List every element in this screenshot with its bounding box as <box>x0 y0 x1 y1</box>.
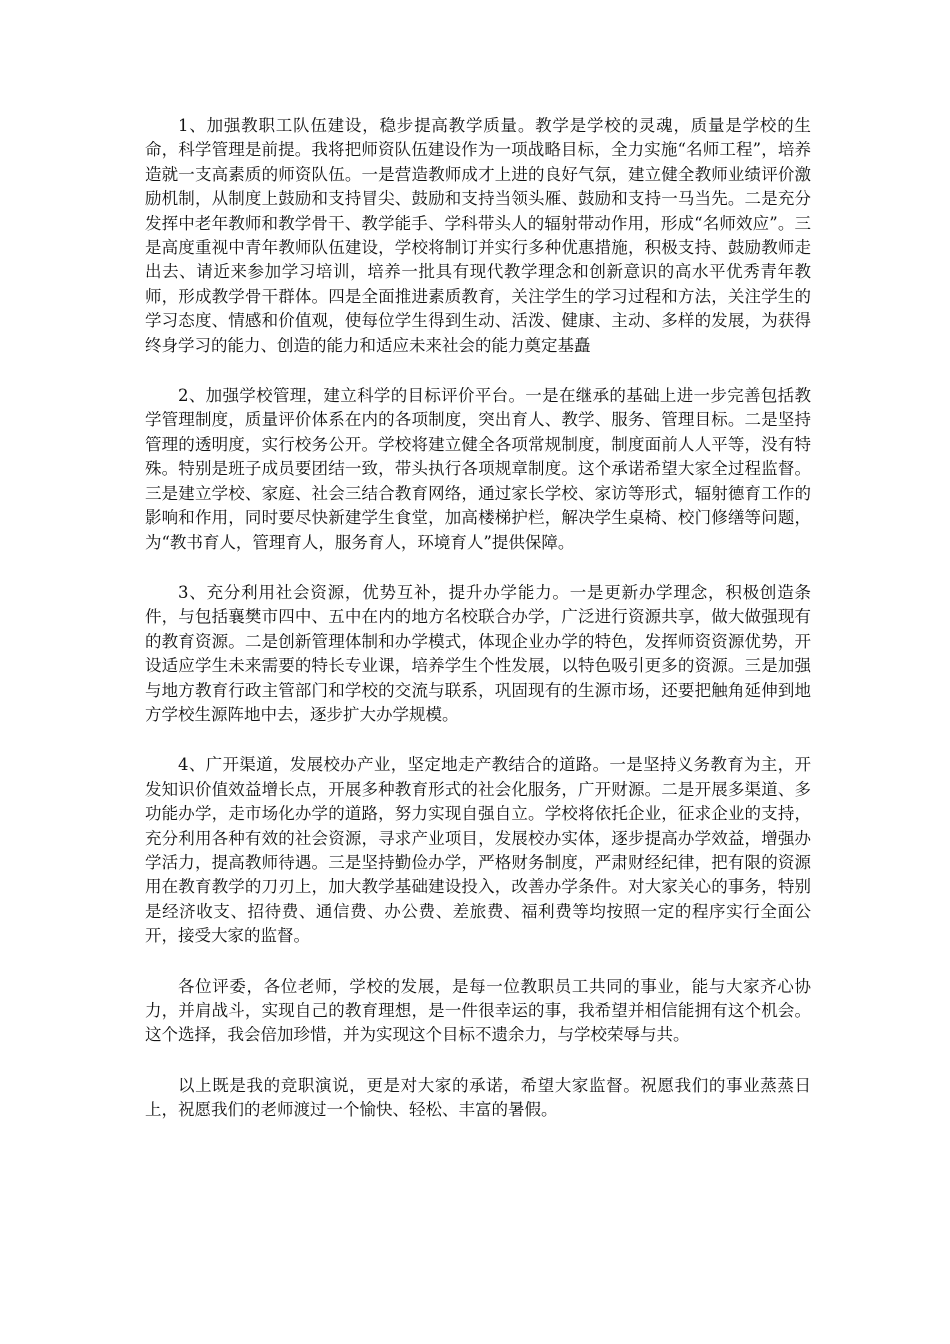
paragraph-4: 4、广开渠道，发展校办产业，坚定地走产教结合的道路。一是坚持义务教育为主，开发知识价值效益增长点，开展多种教育形式的社会化服务，广开财源。二是开展多渠道、多功能办学，走市场化办学的道路，努力实现自强自立。学校将依托企业，征求企业的支持，充分利用各种有效的社会资源，寻求产业项目，发展校办实体，逐步提高办学效益，增强办学活力，提高教师待遇。三是坚持勤俭办学，严格财务制度，严肃财经纪律，把有限的资源用在教育教学的刀刃上，加大教学基础建设投入，改善办学条件。对大家关心的事务，特别是经济收支、招待费、通信费、办公费、差旅费、福利费等均按照一定的程序实行全面公开，接受大家的监督。 <box>145 755 811 946</box>
paragraph-3: 3、充分利用社会资源，优势互补，提升办学能力。一是更新办学理念，积极创造条件，与包括襄樊市四中、五中在内的地方名校联合办学，广泛进行资源共享，做大做强现有的教育资源。二是创新管理体制和办学模式，体现企业办学的特色，发挥师资资源优势，开设适应学生未来需要的特长专业课，培养学生个性发展，以特色吸引更多的资源。三是加强与地方教育行政主管部门和学校的交流与联系，巩固现有的生源市场，还要把触角延伸到地方学校生源阵地中去，逐步扩大办学规模。 <box>145 582 811 724</box>
paragraph-6: 以上既是我的竞职演说，更是对大家的承诺，希望大家监督。祝愿我们的事业蒸蒸日上，祝愿我们的老师渡过一个愉快、轻松、丰富的暑假。 <box>145 1075 811 1120</box>
document-body <box>145 114 811 1149</box>
paragraph-5: 各位评委，各位老师，学校的发展，是每一位教职员工共同的事业，能与大家齐心协力，并肩战斗，实现自己的教育理想，是一件很幸运的事，我希望并相信能拥有这个机会。这个选择，我会倍加珍惜，并为实现这个目标不遗余力，与学校荣辱与共。 <box>145 976 811 1045</box>
paragraph-2: 2、加强学校管理，建立科学的目标评价平台。一是在继承的基础上进一步完善包括教学管理制度，质量评价体系在内的各项制度，突出育人、教学、服务、管理目标。二是坚持管理的透明度，实行校务公开。学校将建立健全各项常规制度，制度面前人人平等，没有特殊。特别是班子成员要团结一致，带头执行各项规章制度。这个承诺希望大家全过程监督。三是建立学校、家庭、社会三结合教育网络，通过家长学校、家访等形式，辐射德育工作的影响和作用，同时要尽快新建学生食堂，加高楼梯护栏，解决学生桌椅、校门修缮等问题，为“教书育人，管理育人，服务育人，环境育人”提供保障。 <box>145 386 811 552</box>
paragraph-1: 1、加强教职工队伍建设，稳步提高教学质量。教学是学校的灵魂，质量是学校的生命，科学管理是前提。我将把师资队伍建设作为一项战略目标，全力实施“名师工程”，培养造就一支高素质的师资队伍。一是营造教师成才上进的良好气氛，建立健全教师业绩评价激励机制，从制度上鼓励和支持冒尖、鼓励和支持当领头雁、鼓励和支持一马当先。二是充分发挥中老年教师和教学骨干、教学能手、学科带头人的辐射带动作用，形成“名师效应”。三是高度重视中青年教师队伍建设，学校将制订并实行多种优惠措施，积极支持、鼓励教师走出去、请近来参加学习培训，培养一批具有现代教学理念和创新意识的高水平优秀青年教师，形成教学骨干群体。四是全面推进素质教育，关注学生的学习过程和方法，关注学生的学习态度、情感和价值观，使每位学生得到生动、活泼、健康、主动、多样的发展，为获得终身学习的能力、创造的能力和适应未来社会的能力奠定基矗 <box>145 116 811 355</box>
